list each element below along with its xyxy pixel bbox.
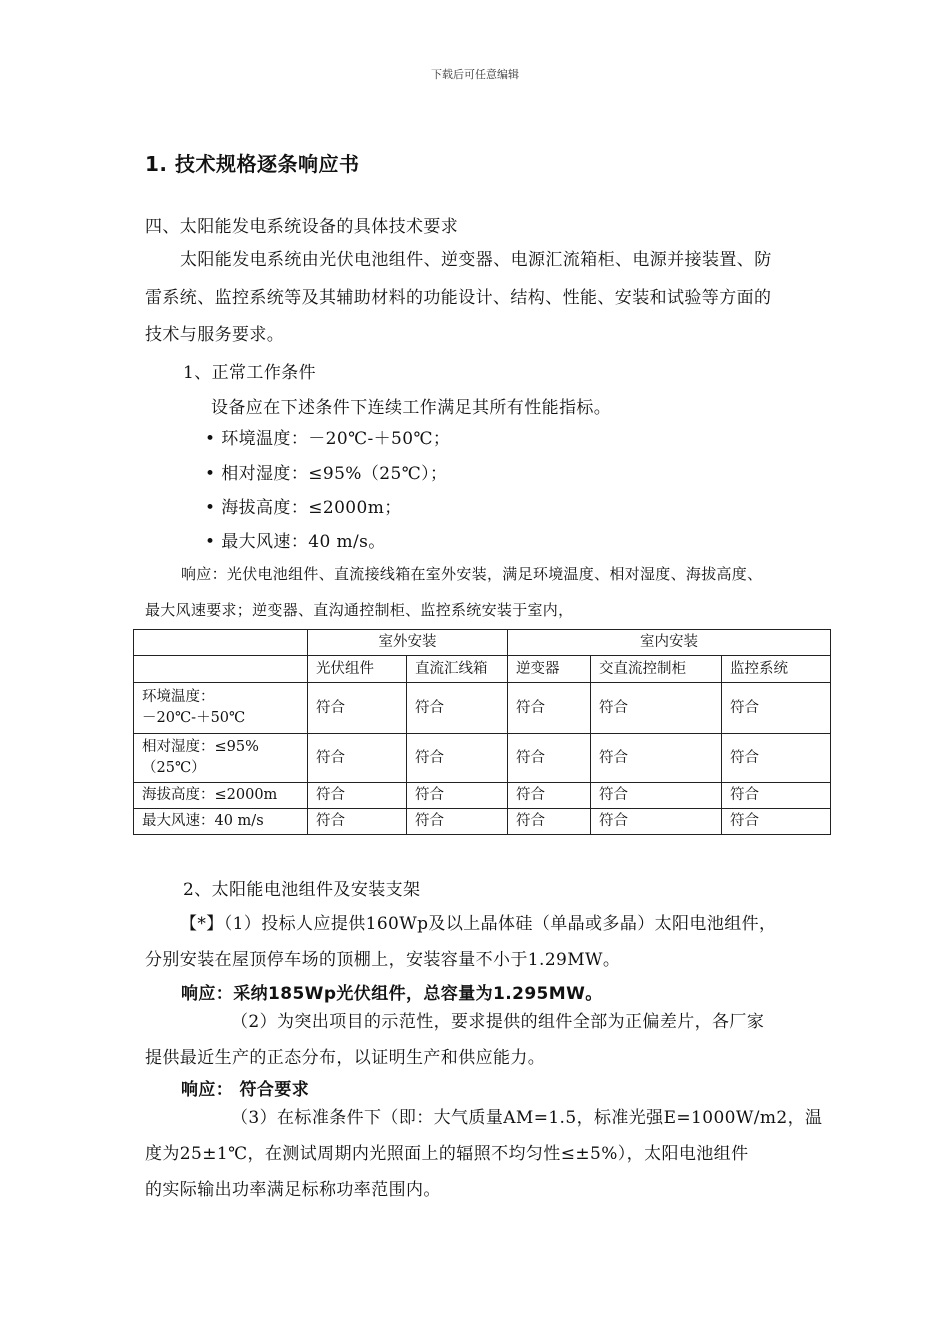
requirement-2-line-1: （2）为突出项目的示范性，要求提供的组件全部为正偏差片，各厂家	[231, 1012, 765, 1032]
response-1-line-2: 最大风速要求；逆变器、直沟通控制柜、监控系统安装于室内，	[145, 601, 574, 619]
column-header: 光伏组件	[308, 656, 407, 683]
table-cell: 符合	[308, 683, 407, 734]
requirement-3-line-2: 度为25±1℃，在测试周期内光照面上的辐照不均匀性≤±5%），太阳电池组件	[145, 1144, 749, 1164]
section-heading: 四、太阳能发电系统设备的具体技术要求	[145, 217, 459, 237]
requirement-2-line-2: 提供最近生产的正态分布，以证明生产和供应能力。	[145, 1048, 546, 1068]
table-row	[134, 809, 831, 835]
group-outdoor-header: 室外安装	[308, 630, 508, 656]
requirement-1-response: 响应：采纳185Wp光伏组件，总容量为1.295MW。	[181, 984, 603, 1004]
table-row	[134, 734, 831, 783]
requirement-3-line-3: 的实际输出功率满足标称功率范围内。	[145, 1180, 441, 1200]
bullet-item: • 相对湿度：≤95%（25℃）；	[205, 464, 448, 484]
bullet-item: • 海拔高度：≤2000m；	[205, 498, 402, 518]
requirement-1-line-2: 分别安装在屋顶停车场的顶棚上，安装容量不小于1.29MW。	[145, 950, 621, 970]
column-header: 交直流控制柜	[591, 656, 722, 683]
response-1-line-1: 响应：光伏电池组件、直流接线箱在室外安装，满足环境温度、相对湿度、海拔高度、	[181, 565, 763, 583]
table-cell: 符合	[591, 683, 722, 734]
column-header: 逆变器	[508, 656, 591, 683]
table-cell: 符合	[407, 734, 508, 783]
table-group-header-row	[134, 630, 831, 656]
table-row	[134, 683, 831, 734]
table-cell: 符合	[722, 734, 831, 783]
table-cell: 符合	[591, 783, 722, 809]
column-header: 直流汇线箱	[407, 656, 508, 683]
subsection-1-heading: 1、正常工作条件	[183, 363, 317, 383]
group-indoor-header: 室内安装	[508, 630, 831, 656]
table-cell: 符合	[722, 809, 831, 835]
conditions-table	[133, 629, 831, 835]
subsection-2-heading: 2、太阳能电池组件及安装支架	[183, 880, 421, 900]
table-row	[134, 783, 831, 809]
intro-line-1: 太阳能发电系统由光伏电池组件、逆变器、电源汇流箱柜、电源并接装置、防	[180, 250, 772, 270]
bullet-item: • 环境温度：－20℃-＋50℃；	[205, 429, 451, 449]
page-header: 下载后可任意编辑	[431, 68, 519, 81]
table-cell: 符合	[308, 809, 407, 835]
document-title: 1. 技术规格逐条响应书	[145, 152, 360, 176]
requirement-3-line-1: （3）在标准条件下（即：大气质量AM=1.5，标准光强E=1000W/m2，温	[231, 1108, 823, 1128]
requirement-2-response: 响应： 符合要求	[181, 1080, 310, 1100]
intro-line-3: 技术与服务要求。	[145, 325, 285, 345]
requirement-1-line-1: 【*】（1）投标人应提供160Wp及以上晶体硅（单晶或多晶）太阳电池组件，	[180, 914, 777, 934]
table-cell: 符合	[508, 783, 591, 809]
table-cell: 符合	[508, 809, 591, 835]
table-cell: 符合	[407, 809, 508, 835]
intro-line-2: 雷系统、监控系统等及其辅助材料的功能设计、结构、性能、安装和试验等方面的	[145, 288, 772, 308]
row-label: 环境温度： －20℃-＋50℃	[134, 683, 308, 734]
table-cell: 符合	[591, 734, 722, 783]
table-cell: 符合	[722, 783, 831, 809]
column-header: 监控系统	[722, 656, 831, 683]
table-cell: 符合	[407, 683, 508, 734]
row-label: 最大风速：40 m/s	[134, 809, 308, 835]
table-cell: 符合	[308, 783, 407, 809]
table-corner-cell	[134, 630, 308, 656]
subsection-1-description: 设备应在下述条件下连续工作满足其所有性能指标。	[211, 398, 612, 418]
table-cell: 符合	[591, 809, 722, 835]
table-corner-cell	[134, 656, 308, 683]
row-label: 相对湿度：≤95% （25℃）	[134, 734, 308, 783]
bullet-item: • 最大风速：40 m/s。	[205, 532, 386, 552]
row-label: 海拔高度：≤2000m	[134, 783, 308, 809]
table-cell: 符合	[308, 734, 407, 783]
table-cell: 符合	[508, 683, 591, 734]
table-cell: 符合	[508, 734, 591, 783]
table-column-header-row	[134, 656, 831, 683]
table-cell: 符合	[722, 683, 831, 734]
table-cell: 符合	[407, 783, 508, 809]
